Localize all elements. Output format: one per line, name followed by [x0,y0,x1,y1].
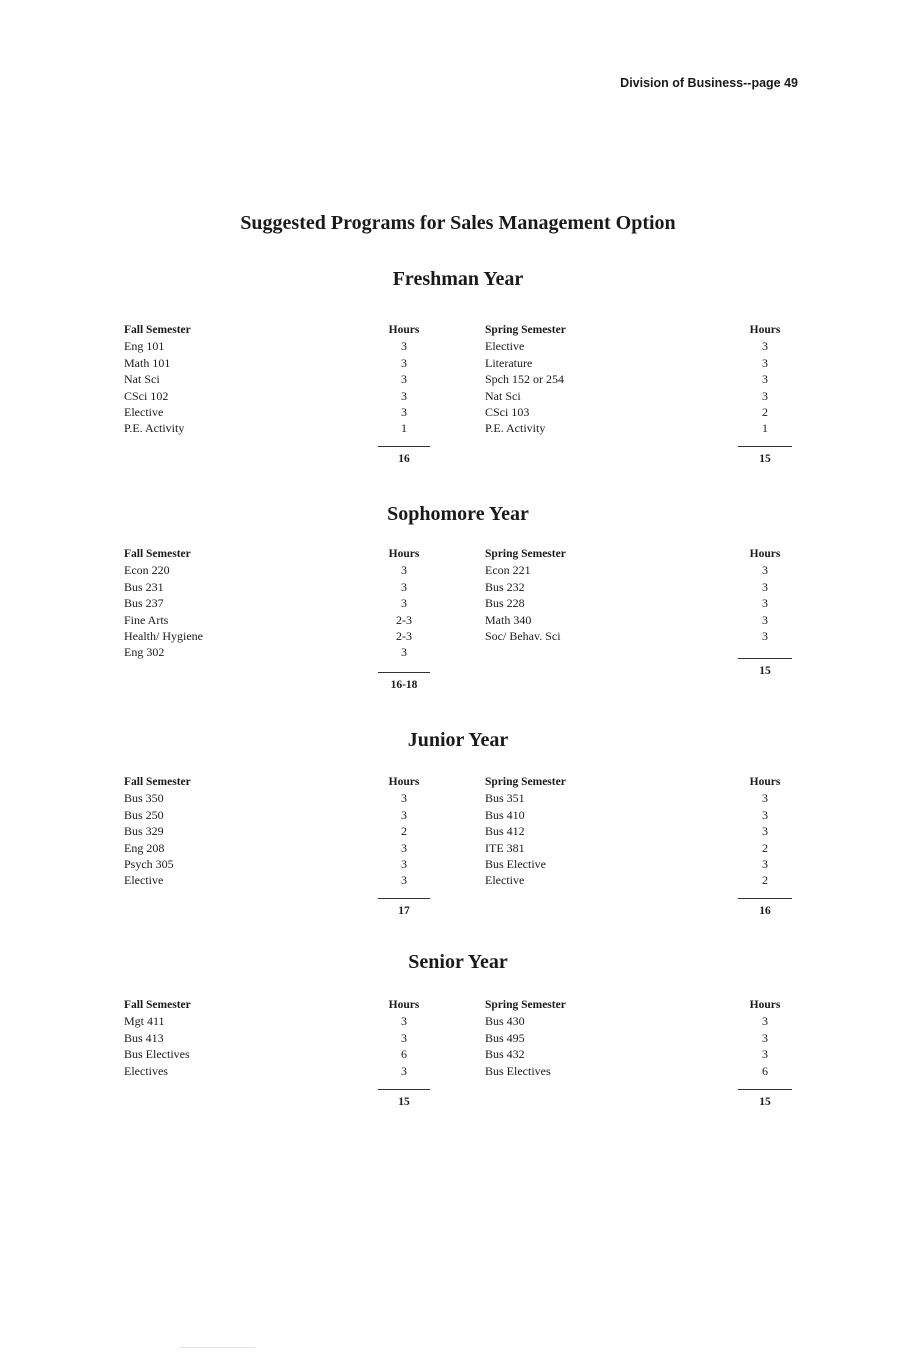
running-head: Division of Business--page 49 [620,76,798,90]
course-hours: 3 [401,563,407,578]
course-name: Electives [124,1063,168,1078]
course-name: Bus 228 [485,596,525,611]
freshman-year-title: Freshman Year [392,268,524,290]
course-name: Fine Arts [124,612,169,627]
course-hours: 3 [762,355,768,370]
column-header: Fall Semester [124,999,191,1011]
course-name: Bus 432 [485,1047,525,1062]
course-hours: 2 [401,824,407,839]
junior-fall-hours-column [382,774,426,889]
senior-spring-hours-column [742,997,788,1079]
course-hours: 2 [762,873,768,888]
course-hours: 3 [762,629,768,644]
sophomore-fall-hours-column [382,546,426,661]
column-header: Hours [388,324,420,336]
course-name: ITE 381 [485,840,525,855]
page-title: Suggested Programs for Sales Management Option [240,212,676,234]
course-hours: 3 [401,355,407,370]
column-header: Spring Semester [485,324,566,336]
sophomore-spring-hours-column [742,546,788,644]
course-name: Bus 412 [485,824,525,839]
course-name: Bus 495 [485,1030,525,1045]
course-hours: 3 [401,1063,407,1078]
course-hours: 3 [762,579,768,594]
column-header: Fall Semester [124,776,191,788]
column-header: Spring Semester [485,548,566,560]
spring-total-rule [738,446,792,447]
course-hours: 3 [762,563,768,578]
course-hours: 2 [762,840,768,855]
course-name: Soc/ Behav. Sci [485,629,561,644]
course-hours: 1 [762,421,768,436]
freshman-spring-semester-column [485,322,705,437]
course-hours: 3 [762,807,768,822]
course-hours: 3 [762,1047,768,1062]
fall-total-hours: 15 [398,1096,410,1108]
course-hours: 3 [401,791,407,806]
course-hours: 3 [401,388,407,403]
course-name: Nat Sci [124,372,160,387]
course-hours: 3 [401,873,407,888]
spring-total-hours: 16 [759,905,771,917]
spring-total-hours: 15 [759,1096,771,1108]
column-header: Spring Semester [485,776,566,788]
course-name: P.E. Activity [485,421,546,436]
course-name: Elective [485,873,525,888]
course-hours: 6 [401,1047,407,1062]
fall-total-hours: 17 [398,905,410,917]
course-name: Bus 237 [124,596,164,611]
course-hours: 2-3 [396,612,412,627]
course-hours: 3 [401,645,407,660]
course-name: Elective [124,873,164,888]
course-name: Literature [485,355,533,370]
course-name: Bus 430 [485,1014,525,1029]
course-name: Eng 101 [124,339,165,354]
fall-total-rule [378,898,430,899]
course-name: Bus 329 [124,824,164,839]
junior-year-title: Junior Year [407,729,509,751]
course-hours: 3 [401,840,407,855]
junior-spring-semester-column [485,774,705,889]
course-name: Eng 208 [124,840,165,855]
course-hours: 3 [762,372,768,387]
course-name: Bus 413 [124,1030,164,1045]
senior-fall-semester-column [124,997,324,1079]
course-name: Mgt 411 [124,1014,165,1029]
course-hours: 3 [762,824,768,839]
course-name: Bus Elective [485,857,546,872]
course-name: Econ 220 [124,563,170,578]
course-hours: 2-3 [396,629,412,644]
course-hours: 3 [401,596,407,611]
spring-total-hours: 15 [759,665,771,677]
senior-year-title: Senior Year [408,951,508,973]
column-header: Fall Semester [124,548,191,560]
fall-total-hours: 16-18 [390,679,418,691]
course-name: Bus 232 [485,579,525,594]
course-name: Psych 305 [124,857,174,872]
course-name: Health/ Hygiene [124,629,203,644]
course-hours: 3 [401,339,407,354]
course-name: CSci 103 [485,405,530,420]
course-name: Bus Electives [485,1063,551,1078]
column-header: Spring Semester [485,999,566,1011]
course-hours: 3 [401,405,407,420]
freshman-spring-hours-column [742,322,788,437]
course-hours: 2 [762,405,768,420]
course-name: Bus 231 [124,579,164,594]
course-name: Bus 250 [124,807,164,822]
senior-fall-hours-column [382,997,426,1079]
course-hours: 3 [401,579,407,594]
course-hours: 3 [401,1030,407,1045]
course-name: Spch 152 or 254 [485,372,564,387]
course-name: Eng 302 [124,645,165,660]
course-hours: 3 [762,596,768,611]
column-header: Hours [388,776,420,788]
course-hours: 3 [401,372,407,387]
junior-spring-hours-column [742,774,788,889]
course-hours: 3 [762,1030,768,1045]
column-header: Hours [749,999,781,1011]
course-name: Nat Sci [485,388,521,403]
column-header: Fall Semester [124,324,191,336]
fall-total-rule [378,446,430,447]
column-header: Hours [388,548,420,560]
course-hours: 3 [762,339,768,354]
course-name: Math 101 [124,355,171,370]
spring-total-rule [738,1089,792,1090]
senior-spring-semester-column [485,997,705,1079]
course-name: Math 340 [485,612,532,627]
course-hours: 3 [401,1014,407,1029]
freshman-fall-hours-column [382,322,426,437]
course-hours: 3 [401,857,407,872]
sophomore-spring-semester-column [485,546,705,644]
course-hours: 3 [762,1014,768,1029]
course-hours: 3 [762,857,768,872]
sophomore-fall-semester-column [124,546,324,661]
junior-fall-semester-column [124,774,324,889]
course-name: Bus 351 [485,791,525,806]
spring-total-rule [738,898,792,899]
fall-total-rule [378,1089,430,1090]
course-hours: 1 [401,421,407,436]
course-name: P.E. Activity [124,421,185,436]
sophomore-year-title: Sophomore Year [387,503,529,525]
scan-mark [180,1347,255,1348]
freshman-fall-semester-column [124,322,324,437]
course-name: Elective [124,405,164,420]
fall-total-hours: 16 [398,453,410,465]
course-name: Bus 350 [124,791,164,806]
course-name: Econ 221 [485,563,531,578]
column-header: Hours [749,548,781,560]
course-name: Elective [485,339,525,354]
course-name: Bus 410 [485,807,525,822]
course-hours: 3 [762,612,768,627]
course-hours: 3 [401,807,407,822]
course-name: Bus Electives [124,1047,190,1062]
column-header: Hours [749,776,781,788]
column-header: Hours [749,324,781,336]
course-hours: 3 [762,388,768,403]
fall-total-rule [378,672,430,673]
course-hours: 6 [762,1063,768,1078]
course-name: CSci 102 [124,388,169,403]
course-hours: 3 [762,791,768,806]
column-header: Hours [388,999,420,1011]
spring-total-rule [738,658,792,659]
spring-total-hours: 15 [759,453,771,465]
